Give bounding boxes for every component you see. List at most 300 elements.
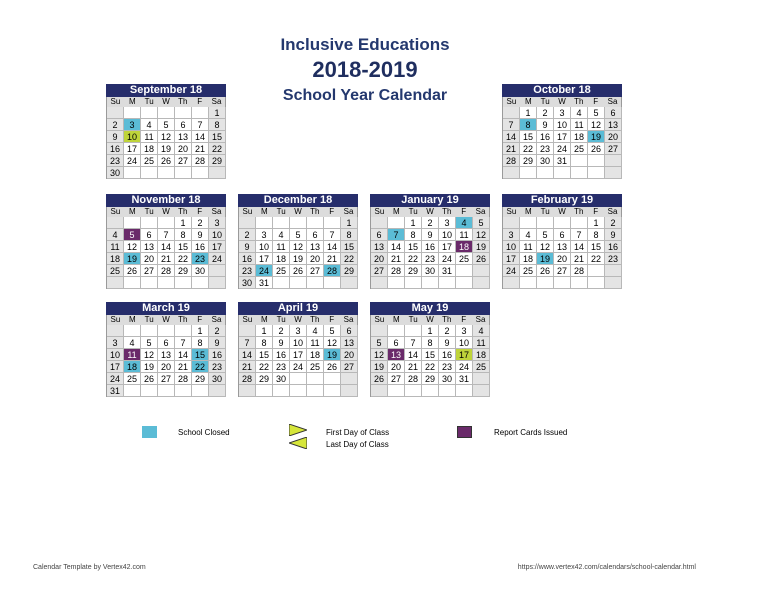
day-grid [106,217,226,289]
day-cell: 10 [290,337,307,349]
weekday-label: M [128,315,136,324]
weekday-label: Tu [144,315,154,324]
day-cell: 27 [175,155,192,167]
day-cell: 28 [405,373,422,385]
day-cell: 16 [192,241,209,253]
day-cell: 12 [588,119,605,131]
day-cell: 14 [503,131,520,143]
day-cell: 23 [107,155,124,167]
day-cell: 15 [588,241,605,253]
weekday-label: W [162,207,170,216]
empty-day-cell [124,217,141,229]
month-title: February 19 [502,194,622,207]
day-cell: 19 [124,253,141,265]
day-cell: 24 [290,361,307,373]
day-cell: 10 [256,241,273,253]
day-cell: 9 [107,131,124,143]
day-cell: 8 [422,337,439,349]
day-cell: 21 [239,361,256,373]
day-cell: 16 [107,143,124,155]
day-cell: 30 [537,155,554,167]
empty-day-cell [158,385,175,397]
empty-day-cell [192,107,209,119]
weekday-header [106,97,226,107]
day-cell: 1 [209,107,226,119]
day-cell: 15 [520,131,537,143]
day-cell: 16 [422,241,439,253]
weekday-label: Su [506,97,517,106]
day-cell: 4 [520,229,537,241]
day-cell: 8 [192,337,209,349]
empty-day-cell [209,385,226,397]
empty-day-cell [571,217,588,229]
weekday-label: Th [442,207,452,216]
empty-day-cell [192,385,209,397]
day-cell: 20 [141,253,158,265]
empty-day-cell [124,167,141,179]
weekday-label: Th [310,207,320,216]
day-grid [106,107,226,179]
day-cell: 28 [503,155,520,167]
day-cell: 27 [605,143,622,155]
day-cell: 22 [341,253,358,265]
weekday-label: Su [110,97,121,106]
weekday-label: Sa [607,207,618,216]
weekday-label: F [593,207,599,216]
day-cell: 11 [107,241,124,253]
empty-day-cell [503,277,520,289]
empty-day-cell [290,385,307,397]
empty-day-cell [571,167,588,179]
weekday-header [106,207,226,217]
day-cell: 17 [456,349,473,361]
empty-day-cell [439,385,456,397]
empty-day-cell [571,155,588,167]
day-cell: 8 [209,119,226,131]
day-cell: 2 [209,325,226,337]
day-cell: 3 [209,217,226,229]
day-cell: 10 [554,119,571,131]
weekday-label: Su [506,207,517,216]
day-cell: 21 [388,253,405,265]
day-cell: 7 [158,229,175,241]
weekday-label: M [392,207,400,216]
day-cell: 8 [256,337,273,349]
weekday-label: Tu [276,207,286,216]
day-cell: 1 [341,217,358,229]
empty-day-cell [175,277,192,289]
day-cell: 7 [571,229,588,241]
weekday-label: M [524,97,532,106]
day-cell: 31 [456,373,473,385]
weekday-label: Tu [276,315,286,324]
day-cell: 15 [256,349,273,361]
day-cell: 17 [209,241,226,253]
school-closed-swatch [142,426,157,438]
day-cell: 25 [307,361,324,373]
day-cell: 26 [371,373,388,385]
weekday-label: Tu [540,97,550,106]
day-cell: 20 [605,131,622,143]
empty-day-cell [388,385,405,397]
empty-day-cell [371,217,388,229]
empty-day-cell [588,167,605,179]
day-cell: 14 [571,241,588,253]
empty-day-cell [239,217,256,229]
weekday-label: Tu [408,207,418,216]
day-cell: 6 [341,325,358,337]
day-cell: 16 [209,349,226,361]
day-cell: 20 [341,349,358,361]
day-cell: 12 [537,241,554,253]
day-grid [238,325,358,397]
empty-day-cell [124,277,141,289]
day-cell: 10 [456,337,473,349]
day-cell: 22 [422,361,439,373]
empty-day-cell [571,277,588,289]
empty-day-cell [324,373,341,385]
day-cell: 15 [405,241,422,253]
day-cell: 18 [273,253,290,265]
day-cell: 19 [141,361,158,373]
month-title: March 19 [106,302,226,315]
day-cell: 26 [124,265,141,277]
day-cell: 22 [588,253,605,265]
day-cell: 23 [422,253,439,265]
day-cell: 22 [209,143,226,155]
day-cell: 18 [307,349,324,361]
day-cell: 28 [571,265,588,277]
weekday-header [370,315,490,325]
empty-day-cell [141,325,158,337]
empty-day-cell [405,277,422,289]
day-cell: 30 [439,373,456,385]
day-cell: 5 [371,337,388,349]
empty-day-cell [605,277,622,289]
empty-day-cell [588,155,605,167]
day-cell: 10 [209,229,226,241]
day-cell: 21 [324,253,341,265]
day-cell: 12 [473,229,490,241]
day-cell: 24 [554,143,571,155]
day-cell: 9 [192,229,209,241]
empty-day-cell [520,167,537,179]
day-cell: 14 [175,349,192,361]
empty-day-cell [605,167,622,179]
day-cell: 5 [473,217,490,229]
weekday-label: Th [178,207,188,216]
day-cell: 17 [503,253,520,265]
day-cell: 23 [605,253,622,265]
day-cell: 3 [256,229,273,241]
day-cell: 13 [371,241,388,253]
day-cell: 9 [273,337,290,349]
weekday-label: W [162,97,170,106]
day-cell: 9 [537,119,554,131]
day-cell: 15 [341,241,358,253]
day-cell: 22 [520,143,537,155]
day-cell: 31 [107,385,124,397]
day-cell: 22 [256,361,273,373]
day-cell: 19 [324,349,341,361]
day-cell: 19 [588,131,605,143]
empty-day-cell [371,325,388,337]
empty-day-cell [503,107,520,119]
day-cell: 23 [439,361,456,373]
weekday-label: F [461,315,467,324]
empty-day-cell [209,265,226,277]
weekday-label: Sa [343,315,354,324]
empty-day-cell [175,325,192,337]
day-cell: 19 [473,241,490,253]
day-cell: 14 [239,349,256,361]
day-cell: 16 [239,253,256,265]
month-calendar [106,302,226,397]
day-cell: 2 [192,217,209,229]
weekday-label: W [294,315,302,324]
day-cell: 21 [571,253,588,265]
weekday-label: Tu [144,97,154,106]
empty-day-cell [290,217,307,229]
weekday-header [238,315,358,325]
weekday-header [238,207,358,217]
footer-credit: Calendar Template by Vertex42.com [33,564,146,571]
day-cell: 26 [141,373,158,385]
empty-day-cell [107,217,124,229]
empty-day-cell [239,385,256,397]
day-grid [502,217,622,289]
empty-day-cell [107,277,124,289]
day-cell: 3 [290,325,307,337]
day-cell: 26 [158,155,175,167]
weekday-label: Th [574,97,584,106]
day-cell: 25 [473,361,490,373]
day-cell: 3 [554,107,571,119]
day-cell: 6 [605,107,622,119]
empty-day-cell [473,277,490,289]
day-cell: 4 [107,229,124,241]
day-cell: 13 [554,241,571,253]
empty-day-cell [405,325,422,337]
weekday-label: Th [574,207,584,216]
weekday-label: Su [242,315,253,324]
empty-day-cell [456,277,473,289]
empty-day-cell [324,217,341,229]
day-cell: 5 [141,337,158,349]
day-cell: 25 [520,265,537,277]
day-cell: 27 [341,361,358,373]
empty-day-cell [537,277,554,289]
day-cell: 13 [141,241,158,253]
weekday-label: Su [110,315,121,324]
day-cell: 30 [239,277,256,289]
weekday-label: F [329,315,335,324]
month-calendar [106,84,226,179]
day-cell: 20 [158,361,175,373]
empty-day-cell [141,167,158,179]
weekday-header [502,207,622,217]
weekday-label: Sa [475,315,486,324]
day-cell: 11 [141,131,158,143]
day-cell: 27 [554,265,571,277]
day-cell: 13 [388,349,405,361]
empty-day-cell [307,277,324,289]
empty-day-cell [473,385,490,397]
last-day-triangle-icon [289,437,307,449]
empty-day-cell [158,167,175,179]
empty-day-cell [324,277,341,289]
day-cell: 16 [439,349,456,361]
day-cell: 18 [520,253,537,265]
weekday-label: F [461,207,467,216]
weekday-label: Sa [343,207,354,216]
empty-day-cell [554,277,571,289]
day-cell: 24 [124,155,141,167]
empty-day-cell [405,385,422,397]
day-cell: 22 [405,253,422,265]
day-cell: 17 [124,143,141,155]
empty-day-cell [175,107,192,119]
day-cell: 2 [605,217,622,229]
day-cell: 4 [124,337,141,349]
footer-url[interactable]: https://www.vertex42.com/calendars/school-calendar.html [517,564,696,571]
month-calendar [106,194,226,289]
day-cell: 10 [124,131,141,143]
day-cell: 24 [456,361,473,373]
day-cell: 30 [422,265,439,277]
day-cell: 7 [239,337,256,349]
empty-day-cell [473,373,490,385]
day-cell: 7 [388,229,405,241]
day-cell: 26 [290,265,307,277]
day-cell: 9 [422,229,439,241]
day-cell: 16 [605,241,622,253]
weekday-label: M [260,207,268,216]
day-cell: 3 [503,229,520,241]
month-title: September 18 [106,84,226,97]
day-cell: 3 [107,337,124,349]
day-cell: 18 [473,349,490,361]
day-cell: 15 [175,241,192,253]
day-cell: 12 [158,131,175,143]
day-cell: 31 [256,277,273,289]
day-cell: 11 [124,349,141,361]
day-cell: 3 [124,119,141,131]
day-cell: 27 [371,265,388,277]
day-cell: 6 [141,229,158,241]
day-cell: 11 [456,229,473,241]
day-cell: 11 [273,241,290,253]
day-cell: 18 [141,143,158,155]
empty-day-cell [124,107,141,119]
empty-day-cell [239,325,256,337]
day-cell: 13 [341,337,358,349]
weekday-label: M [392,315,400,324]
day-cell: 25 [107,265,124,277]
weekday-label: Su [374,315,385,324]
weekday-label: W [426,207,434,216]
day-cell: 4 [141,119,158,131]
empty-day-cell [520,217,537,229]
day-cell: 31 [554,155,571,167]
month-calendar [238,194,358,289]
empty-day-cell [554,167,571,179]
weekday-label: Th [178,97,188,106]
day-cell: 10 [107,349,124,361]
day-cell: 17 [290,349,307,361]
day-cell: 1 [588,217,605,229]
day-cell: 8 [175,229,192,241]
day-cell: 8 [405,229,422,241]
report-cards-swatch [457,426,472,438]
day-cell: 15 [422,349,439,361]
empty-day-cell [192,277,209,289]
month-calendar [238,302,358,397]
day-cell: 13 [307,241,324,253]
day-cell: 23 [273,361,290,373]
weekday-label: Sa [475,207,486,216]
day-cell: 8 [588,229,605,241]
day-cell: 3 [456,325,473,337]
day-cell: 8 [341,229,358,241]
day-cell: 29 [341,265,358,277]
day-cell: 4 [571,107,588,119]
day-cell: 21 [503,143,520,155]
day-cell: 2 [239,229,256,241]
day-cell: 2 [273,325,290,337]
weekday-label: W [558,207,566,216]
empty-day-cell [503,167,520,179]
day-cell: 29 [209,155,226,167]
weekday-header [106,315,226,325]
empty-day-cell [456,385,473,397]
day-cell: 31 [439,265,456,277]
day-cell: 25 [456,253,473,265]
day-grid [370,217,490,289]
empty-day-cell [307,385,324,397]
day-cell: 20 [388,361,405,373]
day-cell: 13 [605,119,622,131]
empty-day-cell [273,217,290,229]
weekday-label: Su [110,207,121,216]
weekday-label: F [197,97,203,106]
day-cell: 10 [503,241,520,253]
empty-day-cell [341,385,358,397]
day-cell: 18 [456,241,473,253]
day-cell: 23 [537,143,554,155]
day-cell: 21 [175,361,192,373]
day-cell: 16 [273,349,290,361]
empty-day-cell [537,167,554,179]
weekday-label: M [128,207,136,216]
day-cell: 5 [290,229,307,241]
day-cell: 19 [537,253,554,265]
day-cell: 3 [439,217,456,229]
day-cell: 11 [571,119,588,131]
weekday-label: Sa [607,97,618,106]
day-cell: 16 [537,131,554,143]
day-cell: 1 [422,325,439,337]
day-cell: 24 [256,265,273,277]
legend-first-day: First Day of Class [326,428,390,437]
weekday-label: M [260,315,268,324]
day-cell: 30 [273,373,290,385]
weekday-label: F [329,207,335,216]
day-cell: 21 [158,253,175,265]
day-cell: 9 [239,241,256,253]
day-cell: 20 [175,143,192,155]
empty-day-cell [273,277,290,289]
